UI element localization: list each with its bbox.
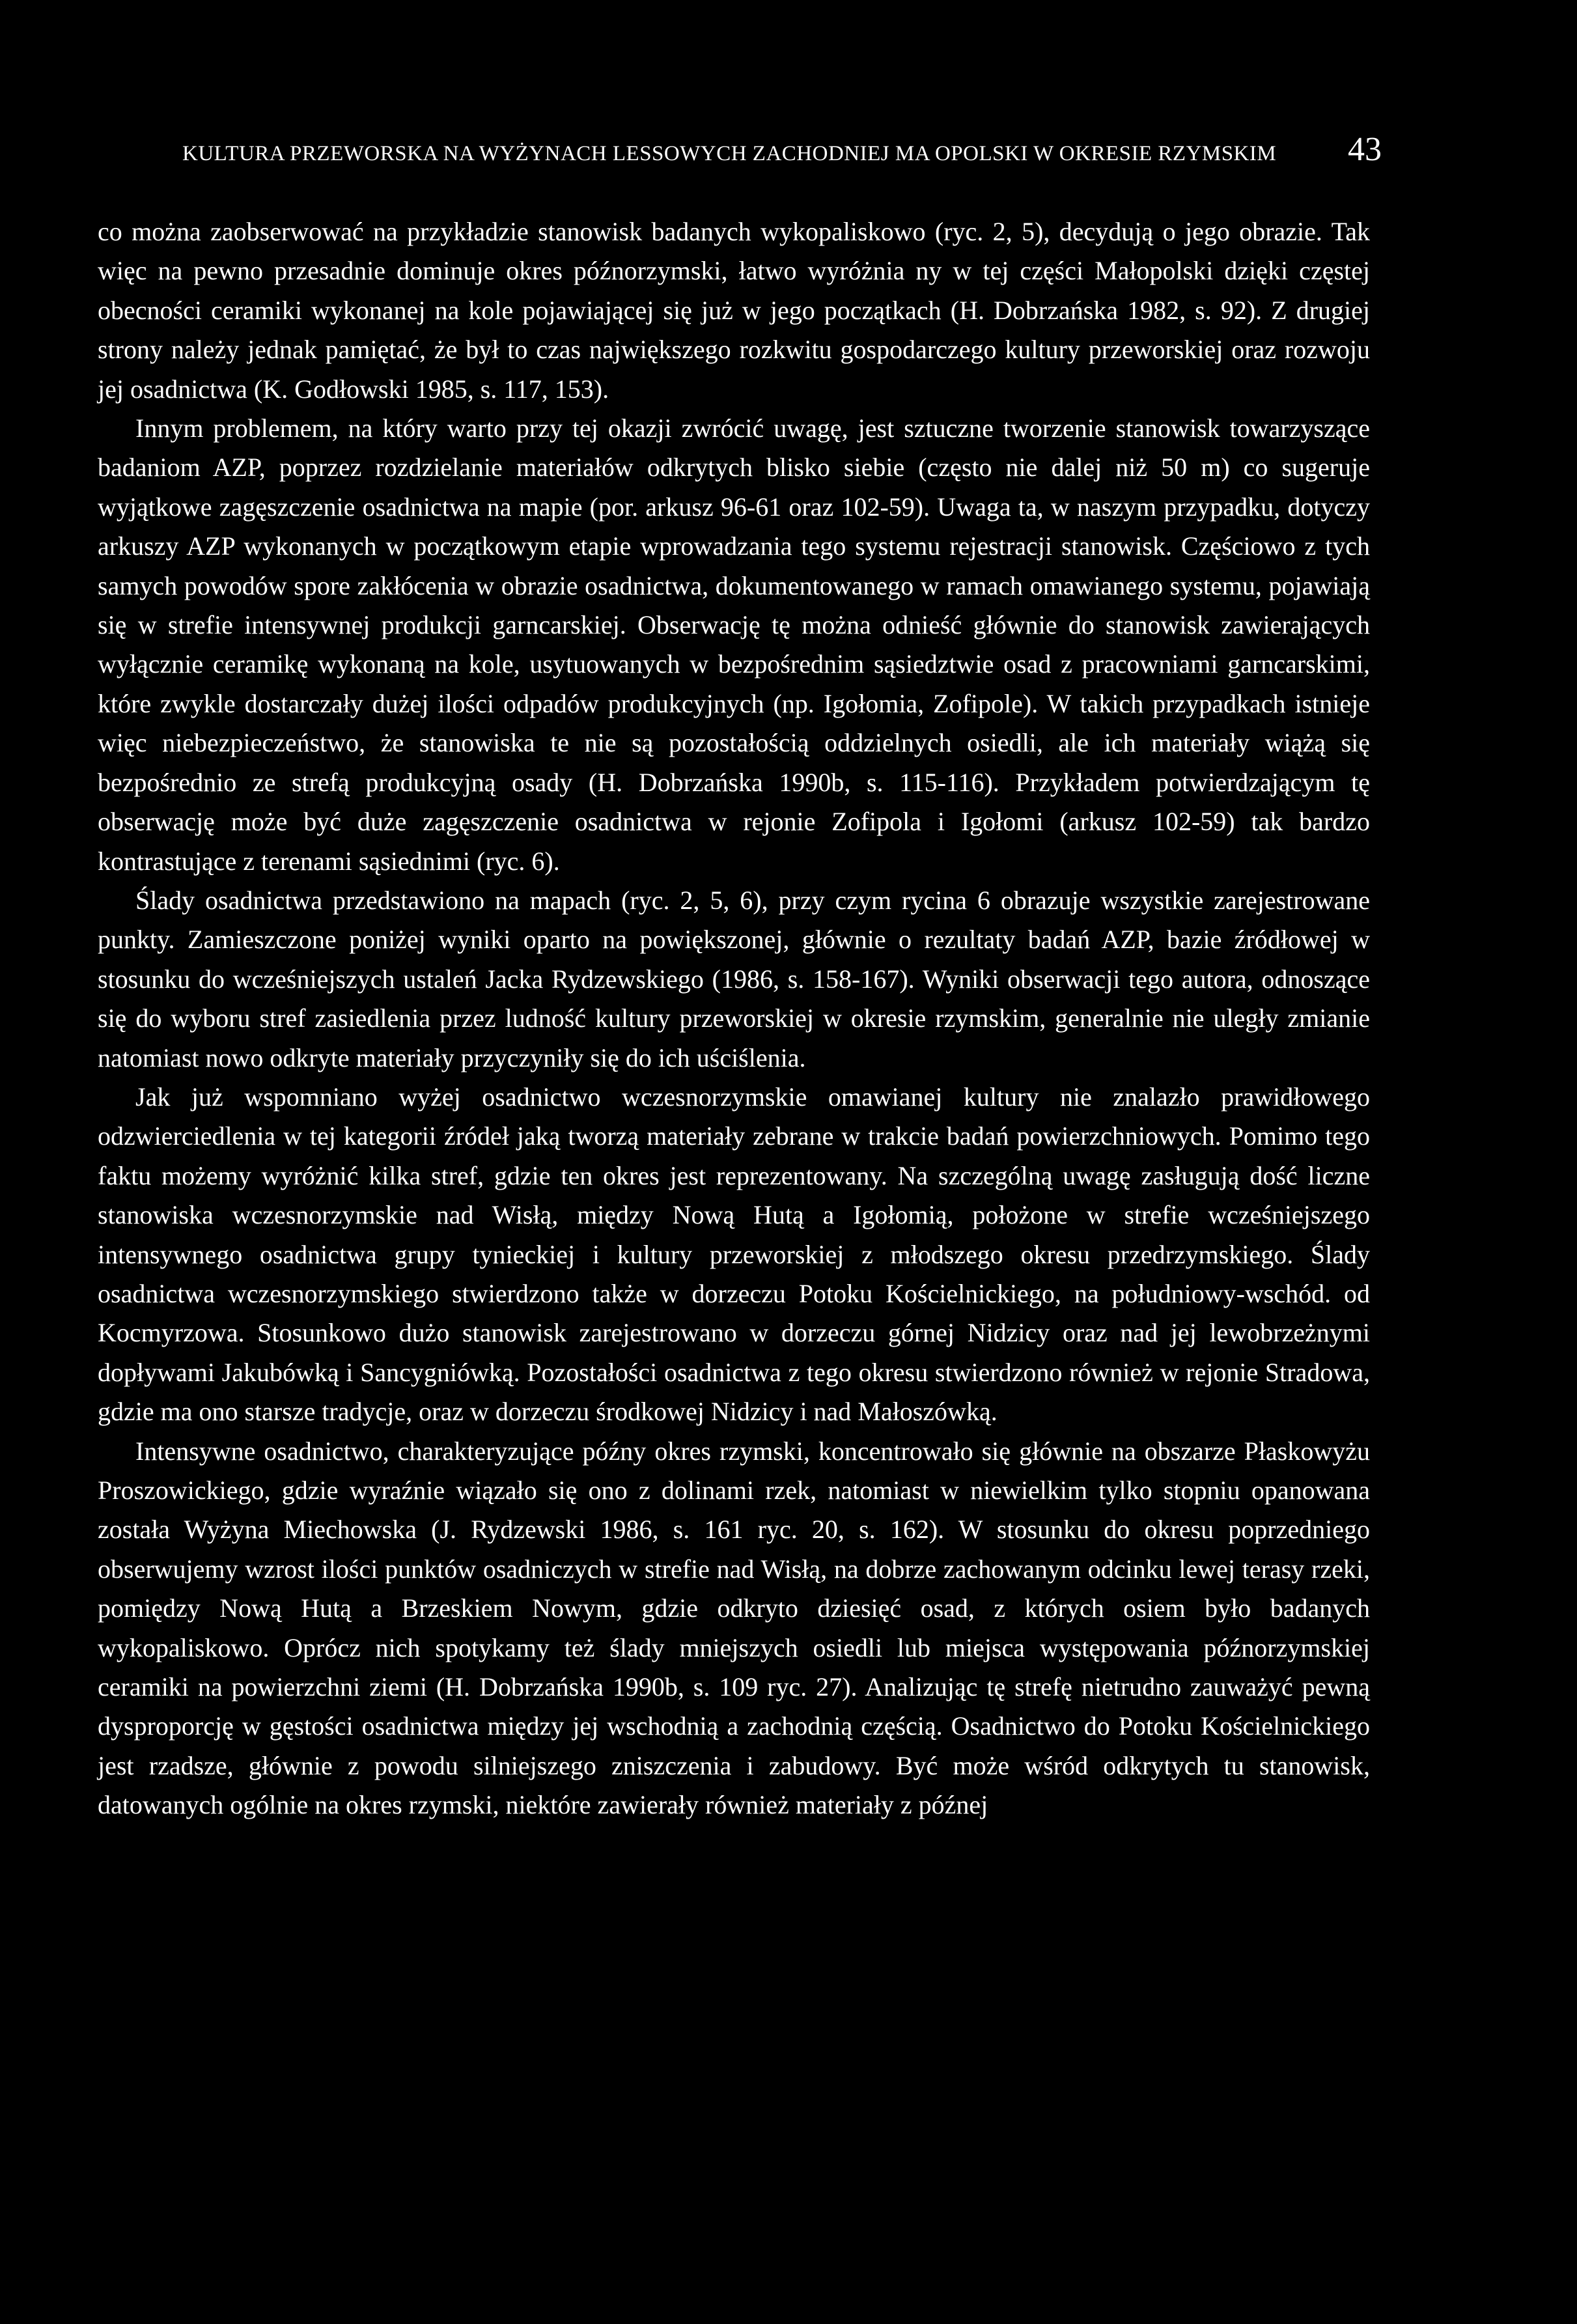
body-text — [98, 212, 1370, 1825]
paragraph: Innym problemem, na który warto przy tej okazji zwrócić uwagę, jest sztuczne tworzenie stanowisk towarzyszące badaniom AZP, poprzez rozdzielanie materiałów odkrytych blisko siebie (często nie dalej niż 50 m) co sugeruje wyjątkowe zagęszczenie osadnictwa na mapie (por. arkusz 96-61 oraz 102-59). Uwaga ta, w naszym przypadku, dotyczy arkuszy AZP wykonanych w początkowym etapie wprowadzania tego systemu rejestracji stanowisk. Częściowo z tych samych powodów spore zakłócenia w obrazie osadnictwa, dokumentowanego w ramach omawianego systemu, pojawiają się w strefie intensywnej produkcji garncarskiej. Obserwację tę można odnieść głównie do stanowisk zawierających wyłącznie ceramikę wykonaną na kole, usytuowanych w bezpośrednim sąsiedztwie osad z pracowniami garncarskimi, które zwykle dostarczały dużej ilości odpadów produkcyjnych (np. Igołomia, Zofipole). W takich przypadkach istnieje więc niebezpieczeństwo, że stanowiska te nie są pozostałością oddzielnych osiedli, ale ich materiały wiążą się bezpośrednio ze strefą produkcyjną osady (H. Dobrzańska 1990b, s. 115-116). Przykładem potwierdzającym tę obserwację może być duże zagęszczenie osadnictwa w rejonie Zofipola i Igołomi (arkusz 102-59) tak bardzo kontrastujące z terenami sąsiednimi (ryc. 6). — [98, 413, 1370, 876]
paragraph: Intensywne osadnictwo, charakteryzujące późny okres rzymski, koncentrowało się głównie na obszarze Płaskowyżu Proszowickiego, gdzie wyraźnie wiązało się ono z dolinami rzek, natomiast w niewielkim tylko stopniu opanowana została Wyżyna Miechowska (J. Rydzewski 1986, s. 161 ryc. 20, s. 162). W stosunku do okresu poprzedniego obserwujemy wzrost ilości punktów osadniczych w strefie nad Wisłą, na dobrze zachowanym odcinku lewej terasy rzeki, pomiędzy Nową Hutą a Brzeskiem Nowym, gdzie odkryto dziesięć osad, z których osiem było badanych wykopaliskowo. Oprócz nich spotykamy też ślady mniejszych osiedli lub miejsca występowania późnorzymskiej ceramiki na powierzchni ziemi (H. Dobrzańska 1990b, s. 109 ryc. 27). Analizując tę strefę nietrudno zauważyć pewną dysproporcję w gęstości osadnictwa między jej wschodnią a zachodnią częścią. Osadnictwo do Potoku Kościelnickiego jest rzadsze, głównie z powodu silniejszego zniszczenia i zabudowy. Być może wśród odkrytych tu stanowisk, datowanych ogólnie na okres rzymski, niektóre zawierały również materiały z późnej — [98, 1436, 1370, 1820]
page-number: 43 — [1348, 131, 1382, 168]
running-title: KULTURA PRZEWORSKA NA WYŻYNACH LESSOWYCH ZACHODNIEJ MA OPOLSKI W OKRESIE RZYMSKIM — [182, 142, 1277, 165]
paragraph: co można zaobserwować na przykładzie stanowisk badanych wykopaliskowo (ryc. 2, 5), decydują o jego obrazie. Tak więc na pewno przesadnie dominuje okres późnorzymski, łatwo wyróżnia ny w tej części Małopolski dzięki częstej obecności ceramiki wykonanej na kole pojawiającej się już w jego początkach (H. Dobrzańska 1982, s. 92). Z drugiej strony należy jednak pamiętać, że był to czas największego rozkwitu gospodarczego kultury przeworskiej oraz rozwoju jej osadnictwa (K. Godłowski 1985, s. 117, 153). — [98, 217, 1370, 404]
running-header — [182, 130, 1382, 176]
paragraph: Ślady osadnictwa przedstawiono na mapach (ryc. 2, 5, 6), przy czym rycina 6 obrazuje wszystkie zarejestrowane punkty. Zamieszczone poniżej wyniki oparto na powiększonej, głównie o rezultaty badań AZP, bazie źródłowej w stosunku do wcześniejszych ustaleń Jacka Rydzewskiego (1986, s. 158-167). Wyniki obserwacji tego autora, odnoszące się do wyboru stref zasiedlenia przez ludność kultury przeworskiej w okresie rzymskim, generalnie nie uległy zmianie natomiast nowo odkryte materiały przyczyniły się do ich uściślenia. — [98, 885, 1370, 1072]
paragraph: Jak już wspomniano wyżej osadnictwo wczesnorzymskie omawianej kultury nie znalazło prawidłowego odzwierciedlenia w tej kategorii źródeł jaką tworzą materiały zebrane w trakcie badań powierzchniowych. Pomimo tego faktu możemy wyróżnić kilka stref, gdzie ten okres jest reprezentowany. Na szczególną uwagę zasługują dość liczne stanowiska wczesnorzymskie nad Wisłą, między Nową Hutą a Igołomią, położone w strefie wcześniejszego intensywnego osadnictwa grupy tynieckiej i kultury przeworskiej z młodszego okresu przedrzymskiego. Ślady osadnictwa wczesnorzymskiego stwierdzono także w dorzeczu Potoku Kościelnickiego, na południowy-wschód. od Kocmyrzowa. Stosunkowo dużo stanowisk zarejestrowano w dorzeczu górnej Nidzicy oraz nad jej lewobrzeżnymi dopływami Jakubówką i Sancygniówką. Pozostałości osadnictwa z tego okresu stwierdzono również w rejonie Stradowa, gdzie ma ono starsze tradycje, oraz w dorzeczu środkowej Nidzicy i nad Małoszówką. — [98, 1082, 1370, 1427]
